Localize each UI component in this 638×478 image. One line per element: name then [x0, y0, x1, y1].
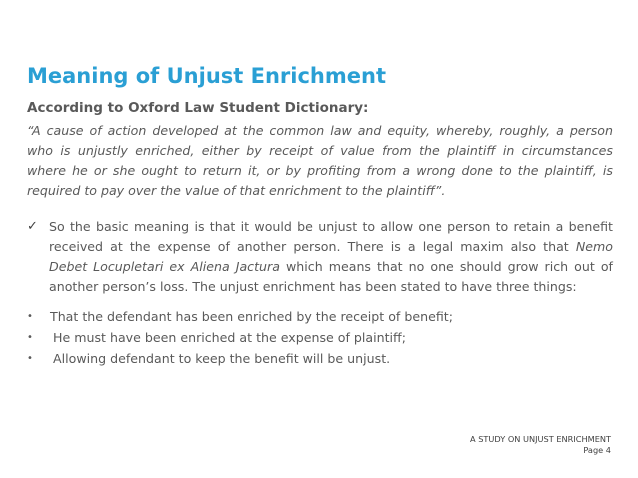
quote-line: who is unjustly enriched, either by receipt of value from the plaintiff in circumstances [27, 143, 613, 158]
bullet-text: That the defendant has been enriched by the receipt of benefit; [50, 309, 453, 324]
check-point-line [49, 257, 613, 277]
list-item [27, 348, 613, 369]
bullet-icon: • [27, 332, 33, 343]
list-item [27, 327, 613, 348]
bullet-icon: • [27, 353, 33, 364]
slide-footer [470, 434, 611, 456]
slide-subtitle: According to Oxford Law Student Dictionary: [27, 100, 369, 116]
check-point-line: another person’s loss. The unjust enrichment has been stated to have three things: [49, 279, 577, 294]
check-point-line2-text: received at the expense of another person. There is a legal maxim also that [49, 239, 569, 254]
quote-line: where he or she ought to return it, or by profiting from a wrong done to the plaintiff, is [27, 163, 613, 178]
check-point-line [49, 237, 613, 257]
definition-quote [27, 121, 613, 201]
maxim-italic: Debet Locupletari ex Aliena Jactura [49, 259, 280, 274]
bullet-text: Allowing defendant to keep the benefit will be unjust. [53, 351, 391, 366]
check-point-line3-text: which means that no one should grow rich out of [285, 259, 613, 274]
slide-title: Meaning of Unjust Enrichment [27, 64, 386, 88]
quote-line: required to pay over the value of that enrichment to the plaintiff”. [27, 183, 446, 198]
page-number: Page 4 [583, 445, 611, 455]
checkmark-icon: ✓ [27, 219, 38, 234]
quote-line: “A cause of action developed at the common law and equity, whereby, roughly, a person [27, 123, 613, 138]
maxim-italic-start: Nemo [575, 239, 613, 254]
list-item [27, 306, 613, 327]
bullet-icon: • [27, 311, 33, 322]
check-point-text [49, 217, 613, 297]
check-point-line: So the basic meaning is that it would be unjust to allow one person to retain a benefit [49, 219, 613, 234]
bullet-list [27, 306, 613, 369]
bullet-text: He must have been enriched at the expense of plaintiff; [53, 330, 406, 345]
footer-title: A STUDY ON UNJUST ENRICHMENT [470, 434, 611, 444]
